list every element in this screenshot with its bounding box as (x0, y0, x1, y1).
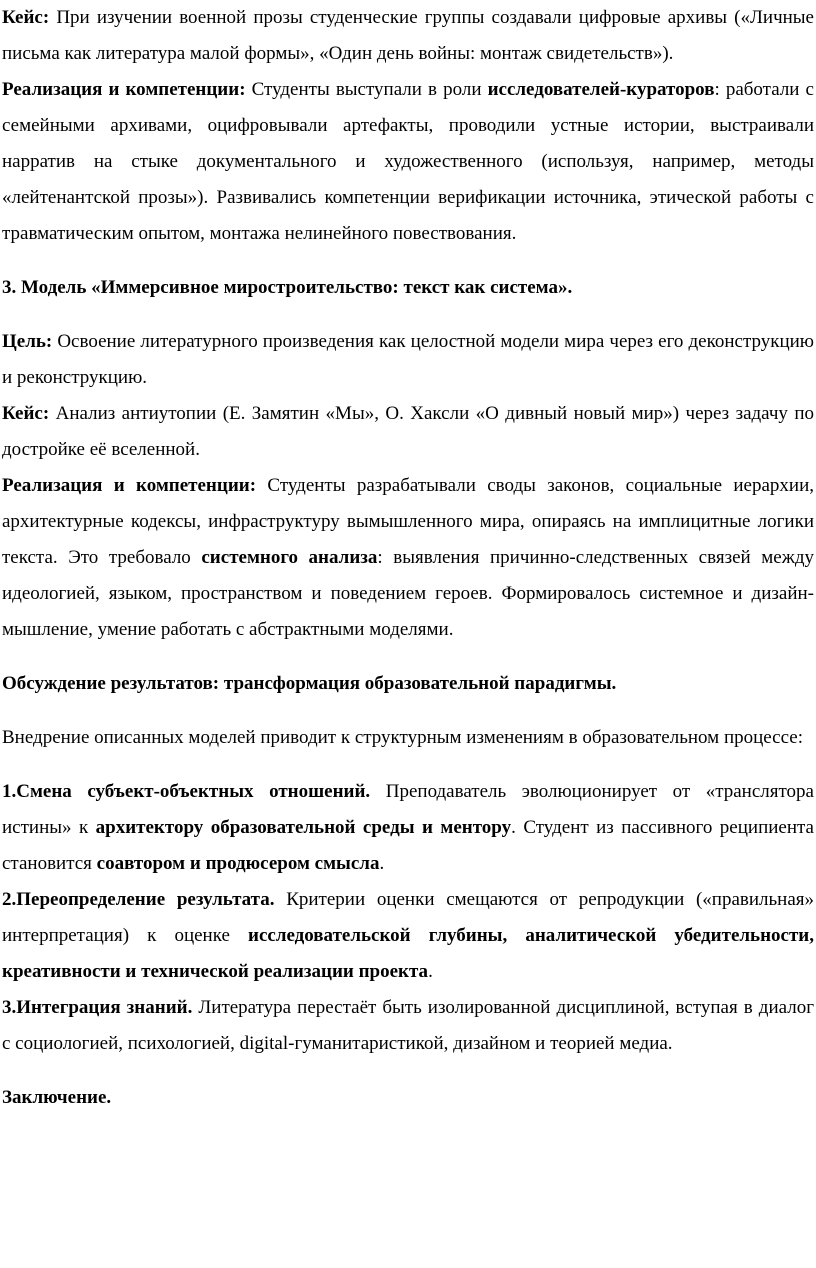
goal-text: Освоение литературного произведения как целостной модели мира через его деконструкцию и реконструкцию. (2, 331, 814, 388)
list-item-1 (2, 774, 814, 882)
case-paragraph-2 (2, 396, 814, 468)
list-item-text-part: Преподаватель эволюционирует от «транслятора истины» к (2, 781, 814, 838)
list-item-label: 1.Смена субъект-объектных отношений. (2, 781, 371, 802)
implementation-paragraph-2 (2, 468, 814, 648)
list-item-text-part: Критерии оценки смещаются от репродукции («правильная» интерпретация) к оценке (2, 889, 815, 946)
implementation-text-part: : работали с семейными архивами, оцифровывали артефакты, проводили устные истории, выстраивали нарратив на стыке документального и художественного (используя, например, методы «лейтенантской прозы»). Развивались компетенции верификации источника, этической работы с травматическим опытом, монтажа нелинейного повествования. (2, 79, 814, 244)
list-item-2 (2, 882, 814, 990)
implementation-text-part: : выявления причинно-следственных связей между идеологией, языком, пространством и поведением героев. Формировалось системное и дизайн-мышление, умение работать с абстрактными моделями. (2, 547, 814, 640)
case-text: При изучении военной прозы студенческие группы создавали цифровые архивы («Личные письма как литература малой формы», «Один день войны: монтаж свидетельств»). (2, 7, 814, 64)
case-label: Кейс: (2, 403, 50, 424)
goal-label: Цель: (2, 331, 53, 352)
implementation-label: Реализация и компетенции: (2, 475, 257, 496)
list-item-text-part: . (379, 853, 385, 874)
goal-paragraph (2, 324, 814, 396)
list-item-label: 2.Переопределение результата. (2, 889, 275, 910)
list-item-text-part: . Студент из пассивного реципиента становится (2, 817, 814, 874)
implementation-label: Реализация и компетенции: (2, 79, 246, 100)
list-item-bold-term: исследовательской глубины, аналитической убедительности, креативности и технической реализации проекта (2, 925, 814, 982)
case-text: Анализ антиутопии (Е. Замятин «Мы», О. Хаксли «О дивный новый мир») через задачу по достройке её вселенной. (2, 403, 814, 460)
section-heading-discussion: Обсуждение результатов: трансформация образовательной парадигмы. (2, 673, 617, 694)
implementation-bold-term: исследователей-кураторов (487, 79, 715, 100)
implementation-text-part: Студенты разрабатывали своды законов, социальные иерархии, архитектурные кодексы, инфраструктуру вымышленного мира, опираясь на имплицитные логики текста. Это требовало (2, 475, 814, 568)
intro-paragraph: Внедрение описанных моделей приводит к структурным изменениям в образовательном процессе: (2, 727, 803, 748)
case-paragraph-1 (2, 0, 814, 72)
case-label: Кейс: (2, 7, 50, 28)
list-item-text: Литература перестаёт быть изолированной дисциплиной, вступая в диалог с социологией, психологией, digital-гуманитаристикой, дизайном и теорией медиа. (2, 997, 814, 1054)
implementation-paragraph-1 (2, 72, 814, 252)
list-item-3 (2, 990, 814, 1062)
section-heading-model-3: 3. Модель «Иммерсивное миростроительство: текст как система». (2, 277, 573, 298)
implementation-text-part: Студенты выступали в роли (245, 79, 488, 100)
section-heading-conclusion: Заключение. (2, 1087, 112, 1108)
list-item-text-part: . (428, 961, 433, 982)
list-item-bold-term: архитектору образовательной среды и ментору (95, 817, 512, 838)
list-item-bold-term: соавтором и продюсером смысла (96, 853, 380, 874)
implementation-bold-term: системного анализа (201, 547, 378, 568)
list-item-label: 3.Интеграция знаний. (2, 997, 193, 1018)
